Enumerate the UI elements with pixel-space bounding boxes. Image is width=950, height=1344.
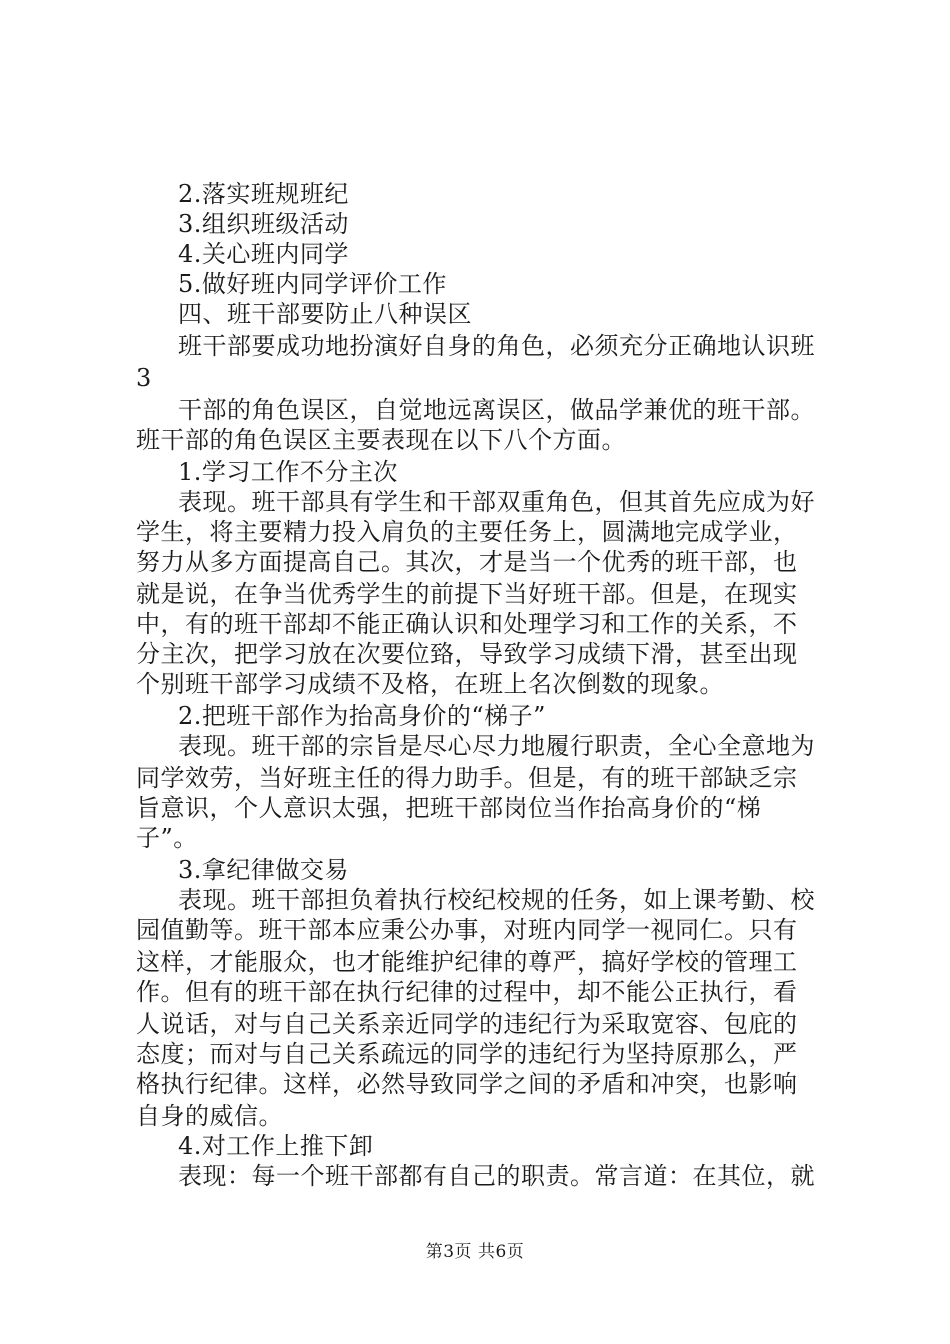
paragraph-line: 格执行纪律。这样，必然导致同学之间的矛盾和冲突，也影响 — [136, 1070, 798, 1098]
paragraph-line: 子”。 — [136, 824, 198, 852]
paragraph-line: 旨意识，个人意识太强，把班干部岗位当作抬高身价的“梯 — [136, 794, 762, 822]
paragraph-line-indented: 5.做好班内同学评价工作 — [178, 270, 447, 298]
paragraph-line-indented: 1.学习工作不分主次 — [178, 458, 398, 486]
paragraph-line: 中，有的班干部却不能正确认识和处理学习和工作的关系，不 — [136, 610, 798, 638]
paragraph-line: 就是说，在争当优秀学生的前提下当好班干部。但是，在现实 — [136, 580, 798, 608]
paragraph-line-indented: 班干部要成功地扮演好自身的角色，必须充分正确地认识班 — [178, 332, 815, 360]
paragraph-line-indented: 4.对工作上推下卸 — [178, 1132, 374, 1160]
paragraph-line: 人说话，对与自己关系亲近同学的违纪行为采取宽容、包庇的 — [136, 1010, 798, 1038]
paragraph-line: 努力从多方面提高自己。其次，才是当一个优秀的班干部，也 — [136, 548, 798, 576]
paragraph-line: 园值勤等。班干部本应秉公办事，对班内同学一视同仁。只有 — [136, 916, 798, 944]
paragraph-line: 作。但有的班干部在执行纪律的过程中，却不能公正执行，看 — [136, 978, 798, 1006]
paragraph-line-indented: 2.把班干部作为抬高身价的“梯子” — [178, 702, 546, 730]
paragraph-line-indented: 表现。班干部担负着执行校纪校规的任务，如上课考勤、校 — [178, 886, 815, 914]
paragraph-line: 个别班干部学习成绩不及格，在班上名次倒数的现象。 — [136, 670, 724, 698]
paragraph-line-indented: 3.拿纪律做交易 — [178, 856, 349, 884]
paragraph-line: 自身的威信。 — [136, 1102, 283, 1130]
paragraph-line: 分主次，把学习放在次要位臵，导致学习成绩下滑，甚至出现 — [136, 640, 798, 668]
paragraph-line-indented: 表现。班干部具有学生和干部双重角色，但其首先应成为好 — [178, 488, 815, 516]
paragraph-line: 这样，才能服众，也才能维护纪律的尊严，搞好学校的管理工 — [136, 948, 798, 976]
paragraph-line: 同学效劳，当好班主任的得力助手。但是，有的班干部缺乏宗 — [136, 764, 798, 792]
paragraph-line: 3 — [136, 364, 152, 392]
paragraph-line-indented: 干部的角色误区，自觉地远离误区，做品学兼优的班干部。 — [178, 396, 815, 424]
paragraph-line-indented: 4.关心班内同学 — [178, 240, 349, 268]
page-footer: 第3页 共6页 — [425, 1242, 525, 1262]
paragraph-line-indented: 表现：每一个班干部都有自己的职责。常言道：在其位，就 — [178, 1162, 815, 1190]
paragraph-line-indented: 表现。班干部的宗旨是尽心尽力地履行职责，全心全意地为 — [178, 732, 815, 760]
paragraph-line-indented: 四、班干部要防止八种误区 — [178, 300, 472, 328]
paragraph-line: 态度；而对与自己关系疏远的同学的违纪行为坚持原那么，严 — [136, 1040, 798, 1068]
paragraph-line: 学生，将主要精力投入肩负的主要任务上，圆满地完成学业， — [136, 518, 798, 546]
paragraph-line-indented: 2.落实班规班纪 — [178, 180, 349, 208]
paragraph-line-indented: 3.组织班级活动 — [178, 210, 349, 238]
paragraph-line: 班干部的角色误区主要表现在以下八个方面。 — [136, 426, 626, 454]
